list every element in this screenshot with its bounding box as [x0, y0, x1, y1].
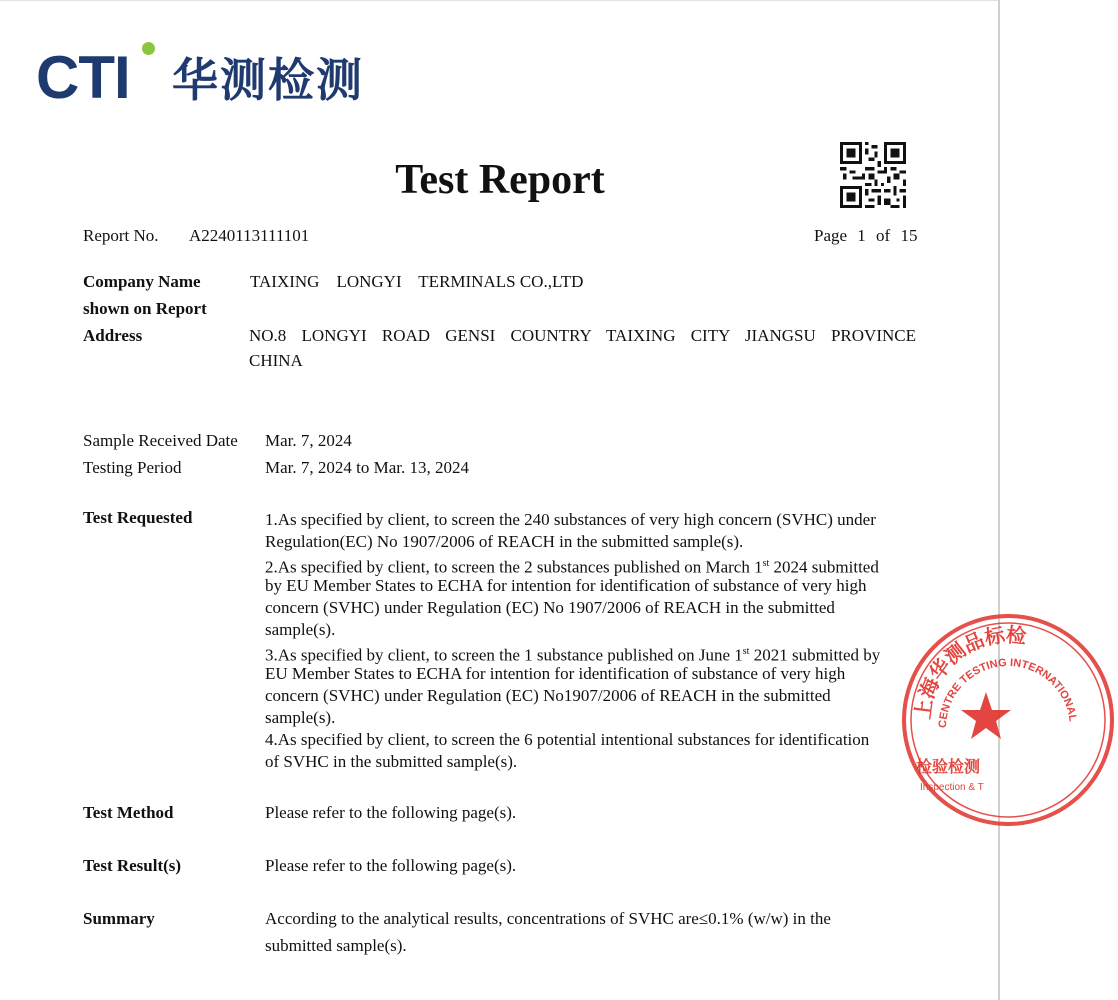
summary-label: Summary	[83, 909, 155, 928]
stamp-bottom-cn: 检验检测	[916, 757, 981, 776]
official-seal-stamp	[898, 610, 1118, 830]
testing-period-label: Testing Period	[83, 458, 182, 477]
test-requested-line: 2.As specified by client, to screen the 2 substances published on March 1st 2024 submitted	[265, 557, 879, 577]
address-line-1: NO.8 LONGYI ROAD GENSI COUNTRY TAIXING CITY JIANGSU PROVINCE	[249, 326, 916, 345]
address-label: Address	[83, 326, 143, 345]
test-requested-line: concern (SVHC) under Regulation (EC) No1907/2006 of REACH in the submitted	[265, 686, 831, 705]
test-requested-line: sample(s).	[265, 620, 336, 639]
page-current: 1	[857, 226, 866, 245]
test-requested-line: 3.As specified by client, to screen the 1 substance published on June 1st 2021 submitted by	[265, 645, 881, 665]
test-requested-line: EU Member States to ECHA for intention for identification of substance of very high	[265, 664, 846, 683]
testing-period-value: Mar. 7, 2024 to Mar. 13, 2024	[265, 458, 469, 477]
stamp-bottom-en: Inspection & T	[920, 782, 984, 793]
page-indicator	[814, 225, 917, 247]
test-requested-line: by EU Member States to ECHA for intention for identification of substance of very high	[265, 576, 867, 595]
sample-received-label: Sample Received Date	[83, 431, 238, 450]
stamp-cn-text: 上海华测品标检	[910, 622, 1028, 721]
test-result-label: Test Result(s)	[83, 856, 182, 875]
summary-line-1: According to the analytical results, concentrations of SVHC are≤0.1% (w/w) in the	[265, 909, 831, 928]
sample-received-value: Mar. 7, 2024	[265, 431, 352, 450]
page-right-edge	[998, 0, 1000, 1000]
stamp-en-text: CENTRE TESTING INTERNATIONAL	[936, 656, 1079, 729]
test-result-value: Please refer to the following page(s).	[265, 856, 517, 875]
address-line-2: CHINA	[249, 351, 303, 370]
page-of: of	[876, 226, 891, 245]
test-requested-line: 4.As specified by client, to screen the 6 potential intentional substances for identification	[265, 730, 870, 749]
test-requested-line: Regulation(EC) No 1907/2006 of REACH in the submitted sample(s).	[265, 532, 744, 551]
report-no-value: A2240113111101	[189, 226, 310, 245]
company-name-label-2: shown on Report	[83, 299, 207, 318]
report-no-label: Report No.	[83, 226, 159, 245]
stamp-star-icon	[961, 692, 1011, 739]
test-requested-line: concern (SVHC) under Regulation (EC) No 1907/2006 of REACH in the submitted	[265, 598, 835, 617]
test-requested-line: of SVHC in the submitted sample(s).	[265, 752, 518, 771]
page-total: 15	[900, 226, 918, 245]
summary-line-2: submitted sample(s).	[265, 936, 407, 955]
test-requested-label: Test Requested	[83, 508, 193, 527]
page-label: Page	[814, 226, 848, 245]
test-method-label: Test Method	[83, 803, 174, 822]
logo-green-dot	[142, 42, 155, 55]
company-name-value: TAIXING LONGYI TERMINALS CO.,LTD	[250, 272, 584, 291]
page-top-edge	[0, 0, 1000, 1]
logo-brand-text: CTI	[36, 44, 130, 111]
test-requested-line: 1.As specified by client, to screen the 240 substances of very high concern (SVHC) under	[265, 510, 876, 529]
company-name-label-1: Company Name	[83, 272, 201, 291]
logo-chinese-text: 华测检测	[172, 53, 364, 107]
test-method-value: Please refer to the following page(s).	[265, 803, 517, 822]
test-requested-line: sample(s).	[265, 708, 336, 727]
page-title: Test Report	[395, 157, 605, 203]
